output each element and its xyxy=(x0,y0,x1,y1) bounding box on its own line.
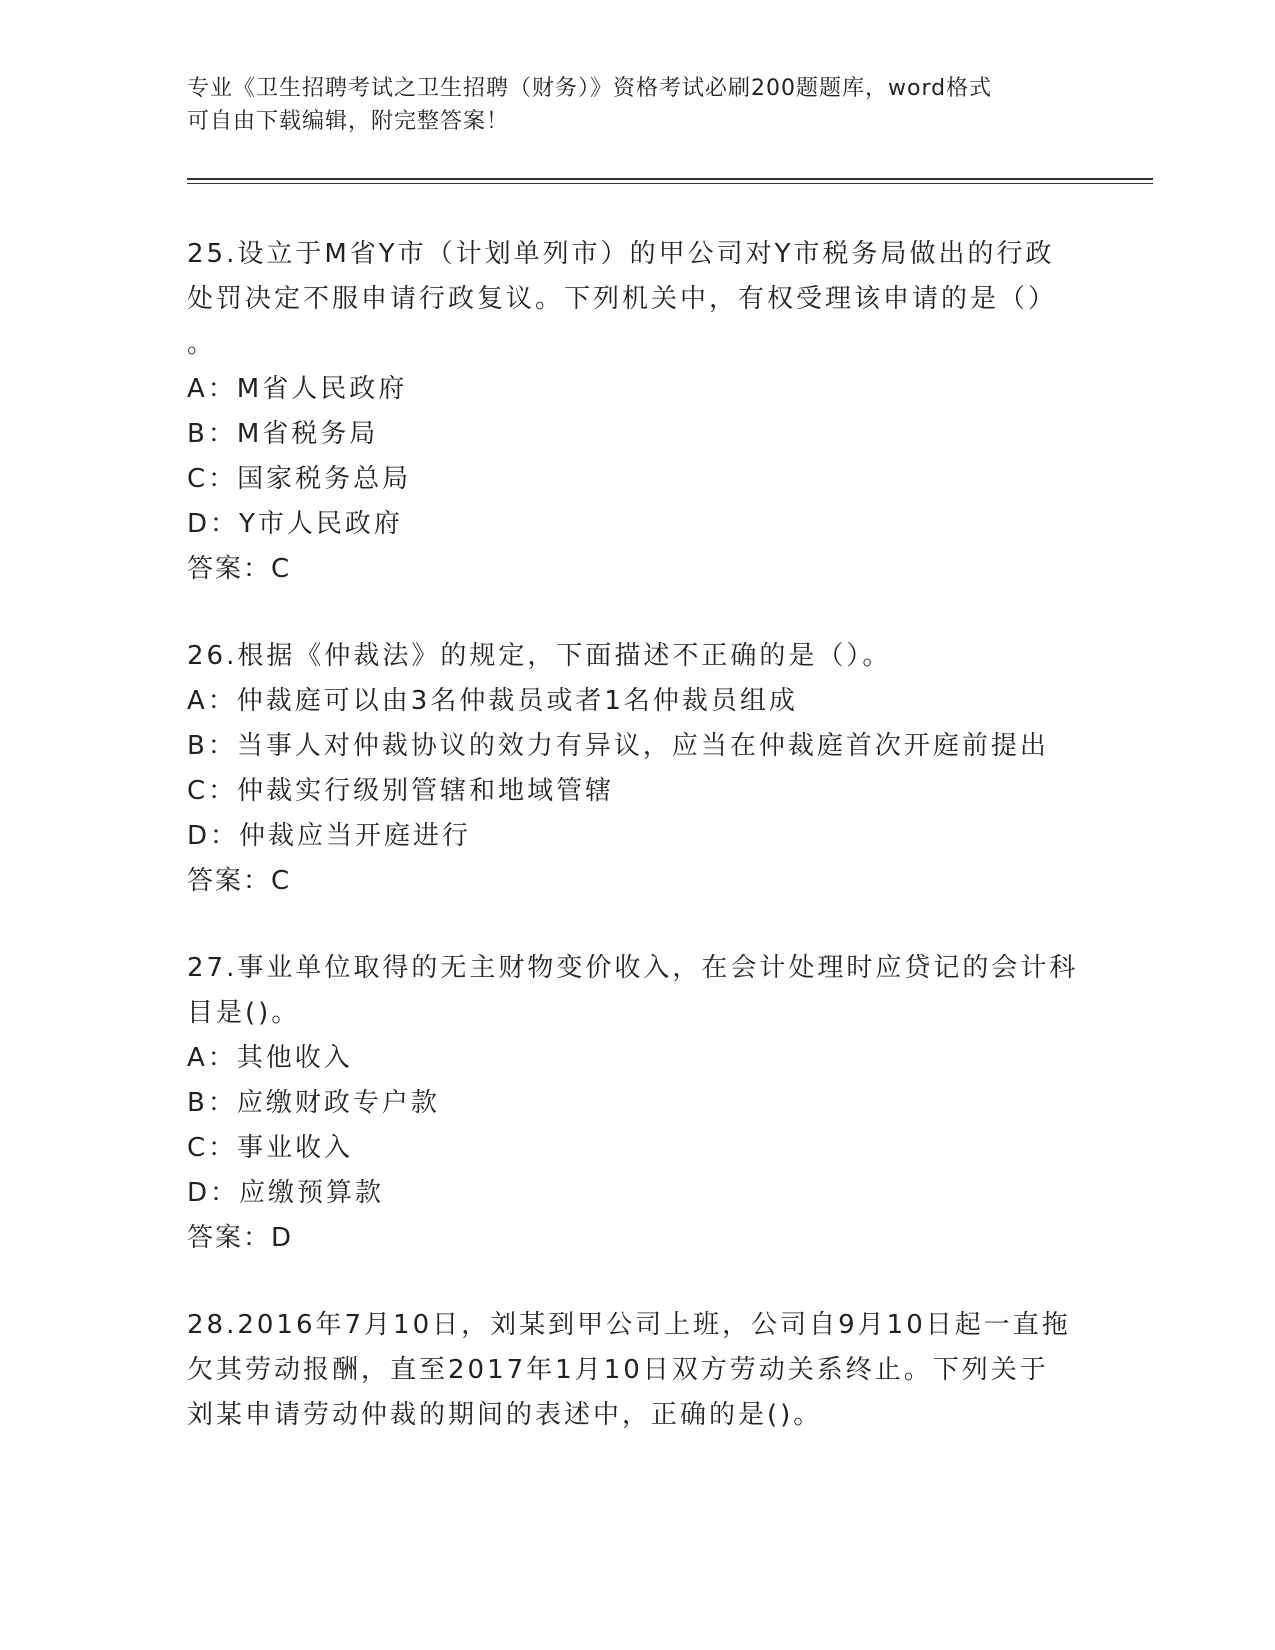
answer-value: C xyxy=(271,554,292,584)
question-text-line: 25.设立于M省Y市（计划单列市）的甲公司对Y市税务局做出的行政 xyxy=(187,239,1055,269)
question-block xyxy=(187,634,1087,904)
question-text-line: 26.根据《仲裁法》的规定，下面描述不正确的是（）。 xyxy=(187,641,892,671)
answer-option: B：当事人对仲裁协议的效力有异议，应当在仲裁庭首次开庭前提出 xyxy=(187,731,1049,761)
answer-option: B：M省税务局 xyxy=(187,419,379,449)
answer-option: A：M省人民政府 xyxy=(187,374,408,404)
question-text-line: 。 xyxy=(187,329,217,359)
answer-value: C xyxy=(271,866,292,896)
answer-option: D：仲裁应当开庭进行 xyxy=(187,821,472,851)
question-text-line: 目是()。 xyxy=(187,998,301,1028)
document-header xyxy=(187,72,1067,138)
question-text-line: 处罚决定不服申请行政复议。下列机关中，有权受理该申请的是（） xyxy=(187,284,1058,314)
answer-line xyxy=(187,859,1087,904)
question-text-line: 27.事业单位取得的无主财物变价收入，在会计处理时应贷记的会计科 xyxy=(187,953,1079,983)
answer-line xyxy=(187,547,1087,592)
question-text-line: 欠其劳动报酬，直至2017年1月10日双方劳动关系终止。下列关于 xyxy=(187,1355,1049,1385)
question-text-line: 刘某申请劳动仲裁的期间的表述中，正确的是()。 xyxy=(187,1400,823,1430)
answer-label: 答案： xyxy=(187,866,272,896)
answer-option: D：应缴预算款 xyxy=(187,1178,385,1208)
answer-option: A：其他收入 xyxy=(187,1043,353,1073)
answer-option: C：事业收入 xyxy=(187,1133,354,1163)
header-line-1: 专业《卫生招聘考试之卫生招聘（财务）》资格考试必刷200题题库，word格式 xyxy=(187,76,993,101)
answer-option: C：国家税务总局 xyxy=(187,464,412,494)
answer-option: B：应缴财政专户款 xyxy=(187,1088,440,1118)
answer-value: D xyxy=(271,1223,294,1253)
header-line-2: 可自由下载编辑，附完整答案！ xyxy=(187,109,510,134)
question-block xyxy=(187,946,1087,1261)
answer-line xyxy=(187,1216,1087,1261)
question-block xyxy=(187,1303,1087,1438)
question-list xyxy=(187,232,1087,1480)
header-divider-thick xyxy=(187,178,1153,180)
question-text-line: 28.2016年7月10日，刘某到甲公司上班，公司自9月10日起一直拖 xyxy=(187,1310,1071,1340)
answer-label: 答案： xyxy=(187,1223,272,1253)
header-divider-thin xyxy=(187,183,1153,184)
answer-option: D：Y市人民政府 xyxy=(187,509,403,539)
answer-label: 答案： xyxy=(187,554,272,584)
question-block xyxy=(187,232,1087,592)
answer-option: C：仲裁实行级别管辖和地域管辖 xyxy=(187,776,615,806)
answer-option: A：仲裁庭可以由3名仲裁员或者1名仲裁员组成 xyxy=(187,686,798,716)
